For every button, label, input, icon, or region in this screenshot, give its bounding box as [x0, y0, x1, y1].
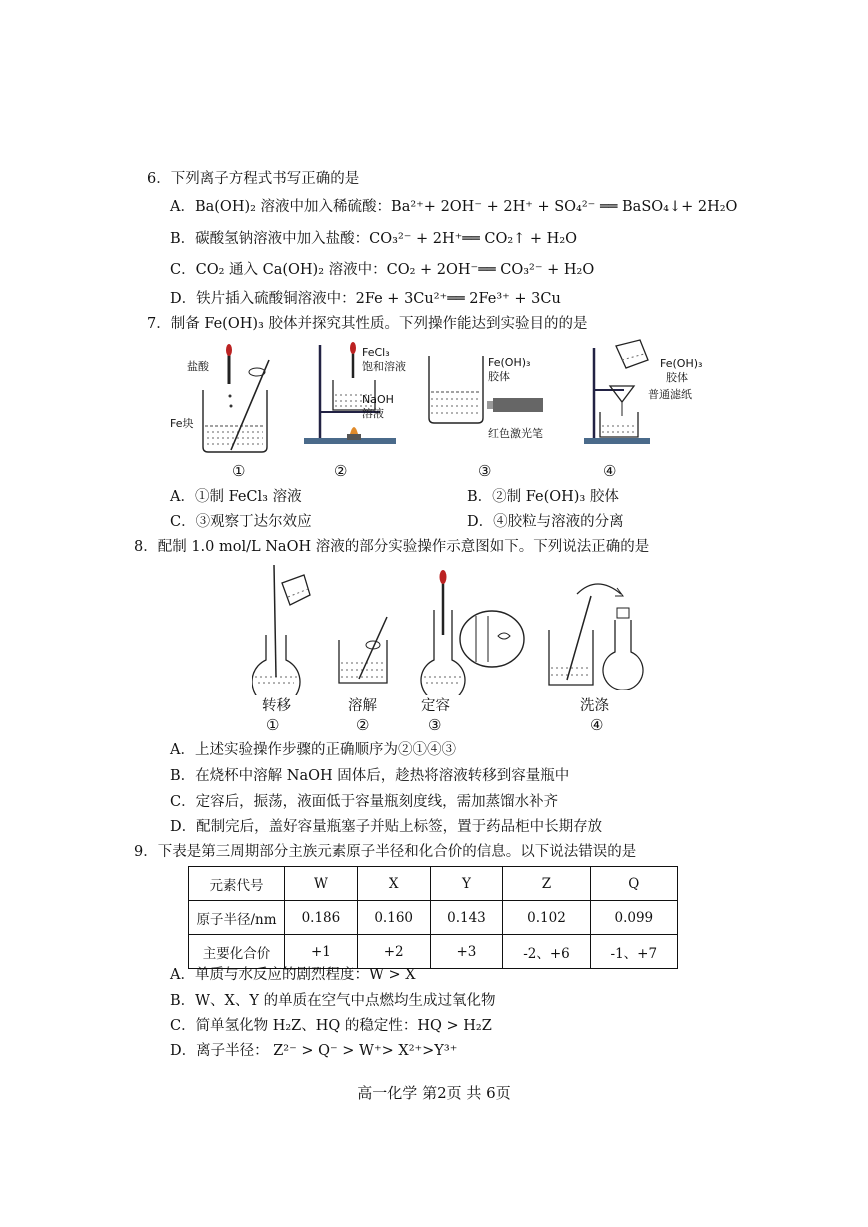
- table-cell: +3: [430, 935, 503, 969]
- table-cell: W: [285, 867, 358, 901]
- label-filter: 普通滤纸: [648, 388, 692, 401]
- label-saturated: 饱和溶液: [362, 360, 406, 373]
- q7-figure-1: [165, 342, 280, 462]
- q8-step-transfer: 转移: [262, 698, 291, 714]
- q9-option-c: C．简单氢化物 H₂Z、HQ 的稳定性：HQ > H₂Z: [170, 1018, 492, 1034]
- label-feoh3: Fe(OH)₃: [488, 356, 531, 369]
- table-cell: 0.102: [503, 901, 590, 935]
- label-acid: 盐酸: [187, 360, 209, 373]
- q8-figure-eye: [458, 608, 528, 670]
- q8-step-wash: 洗涤: [580, 698, 609, 714]
- q7-option-c: C．③观察丁达尔效应: [170, 514, 312, 530]
- volumetric-flask-3: [603, 620, 643, 690]
- q8-step-dissolve: 溶解: [348, 698, 377, 714]
- q9-option-a: A．单质与水反应的剧烈程度：W > X: [170, 967, 416, 983]
- table-cell: +1: [285, 935, 358, 969]
- q8-option-d: D．配制完后，盖好容量瓶塞子并贴上标签，置于药品柜中长期存放: [170, 819, 603, 835]
- q6-option-b: B．碳酸氢钠溶液中加入盐酸：CO₃²⁻ + 2H⁺══ CO₂↑ + H₂O: [170, 231, 578, 247]
- eye-icon: [498, 633, 510, 639]
- q7-stem: 7．制备 Fe(OH)₃ 胶体并探究其性质。下列操作能达到实验目的的是: [147, 316, 588, 332]
- q8-option-a: A．上述实验操作步骤的正确顺序为②①④③: [170, 742, 456, 758]
- pouring-beaker-8: [282, 575, 310, 605]
- q6-stem: 6．下列离子方程式书写正确的是: [147, 171, 360, 187]
- q8-step-fill: 定容: [421, 698, 450, 714]
- arrow: [577, 584, 621, 594]
- q7-option-a: A．①制 FeCl₃ 溶液: [170, 489, 302, 505]
- table-row: [189, 935, 678, 969]
- q6-option-a: A．Ba(OH)₂ 溶液中加入稀硫酸：Ba²⁺+ 2OH⁻ + 2H⁺ + SO₄²⁻ ══ BaSO₄↓+ 2H₂O: [170, 199, 738, 215]
- glass-rod: [274, 565, 276, 677]
- q8-num-3: ③: [428, 716, 442, 734]
- table-cell: 0.160: [357, 901, 430, 935]
- q8-figure-dissolve: [335, 615, 395, 690]
- q7-option-d: D．④胶粒与溶液的分离: [467, 514, 624, 530]
- table-cell: X: [357, 867, 430, 901]
- table-cell: Y: [430, 867, 503, 901]
- beaker-4: [600, 412, 638, 437]
- q6-option-d: D．铁片插入硫酸铜溶液中：2Fe + 3Cu²⁺══ 2Fe³⁺ + 3Cu: [170, 291, 561, 307]
- table-cell: 0.143: [430, 901, 503, 935]
- q8-num-1: ①: [266, 716, 280, 734]
- label-naoh: NaOH: [362, 393, 394, 406]
- table-cell: -2、+6: [503, 935, 590, 969]
- table-cell: Q: [590, 867, 677, 901]
- table-cell: 0.186: [285, 901, 358, 935]
- stand-base-4: [584, 438, 650, 444]
- lamp: [347, 434, 361, 440]
- q8-figure-transfer: [252, 565, 317, 695]
- label-fe-block: Fe块: [170, 417, 194, 430]
- flame: [350, 427, 358, 434]
- q9-stem: 9．下表是第三周期部分主族元素原子半径和化合价的信息。以下说法错误的是: [134, 844, 637, 860]
- q7-option-b: B．②制 Fe(OH)₃ 胶体: [467, 489, 619, 505]
- q6-option-c: C．CO₂ 通入 Ca(OH)₂ 溶液中：CO₂ + 2OH⁻══ CO₃²⁻ + H₂O: [170, 262, 595, 278]
- label-colloid: 胶体: [488, 370, 510, 383]
- label-laser: 红色激光笔: [488, 427, 543, 440]
- page-footer: 高一化学 第2页 共 6页: [357, 1084, 511, 1102]
- q7-fig-num-4: ④: [603, 462, 617, 480]
- stir-rotation: [249, 368, 265, 376]
- q8-num-4: ④: [590, 716, 604, 734]
- q7-fig-num-1: ①: [232, 462, 246, 480]
- label-feoh3-2: Fe(OH)₃: [660, 357, 703, 370]
- table-row: [189, 867, 678, 901]
- table-cell: 主要化合价: [189, 935, 285, 969]
- table-cell: Z: [503, 867, 590, 901]
- beaker-wash: [549, 630, 593, 685]
- pouring-beaker: [616, 340, 648, 368]
- table-cell: 原子半径/nm: [189, 901, 285, 935]
- q8-stem: 8．配制 1.0 mol/L NaOH 溶液的部分实验操作示意图如下。下列说法正确的是: [134, 539, 650, 555]
- table-cell: -1、+7: [590, 935, 677, 969]
- label-fecl3: FeCl₃: [362, 346, 390, 359]
- q8-num-2: ②: [356, 716, 370, 734]
- laser-pen: [493, 398, 543, 412]
- q7-fig-num-3: ③: [478, 462, 492, 480]
- table-cell: 0.099: [590, 901, 677, 935]
- dropper-bulb: [226, 344, 232, 356]
- table-row: [189, 901, 678, 935]
- q8-option-b: B．在烧杯中溶解 NaOH 固体后，趁热将溶液转移到容量瓶中: [170, 768, 570, 784]
- q8-option-c: C．定容后，振荡，液面低于容量瓶刻度线，需加蒸馏水补齐: [170, 794, 559, 810]
- label-colloid-2: 胶体: [666, 371, 688, 384]
- label-solution: 溶液: [362, 407, 384, 420]
- q9-option-d: D．离子半径： Z²⁻ > Q⁻ > W⁺> X²⁺>Y³⁺: [170, 1043, 458, 1059]
- beaker: [203, 390, 267, 452]
- table-cell: +2: [357, 935, 430, 969]
- table-cell: 元素代号: [189, 867, 285, 901]
- funnel: [610, 386, 634, 402]
- q7-fig-num-2: ②: [334, 462, 348, 480]
- q9-option-b: B．W、X、Y 的单质在空气中点燃均生成过氧化物: [170, 993, 496, 1009]
- q8-figure-wash: [545, 580, 655, 690]
- element-table: [188, 866, 678, 969]
